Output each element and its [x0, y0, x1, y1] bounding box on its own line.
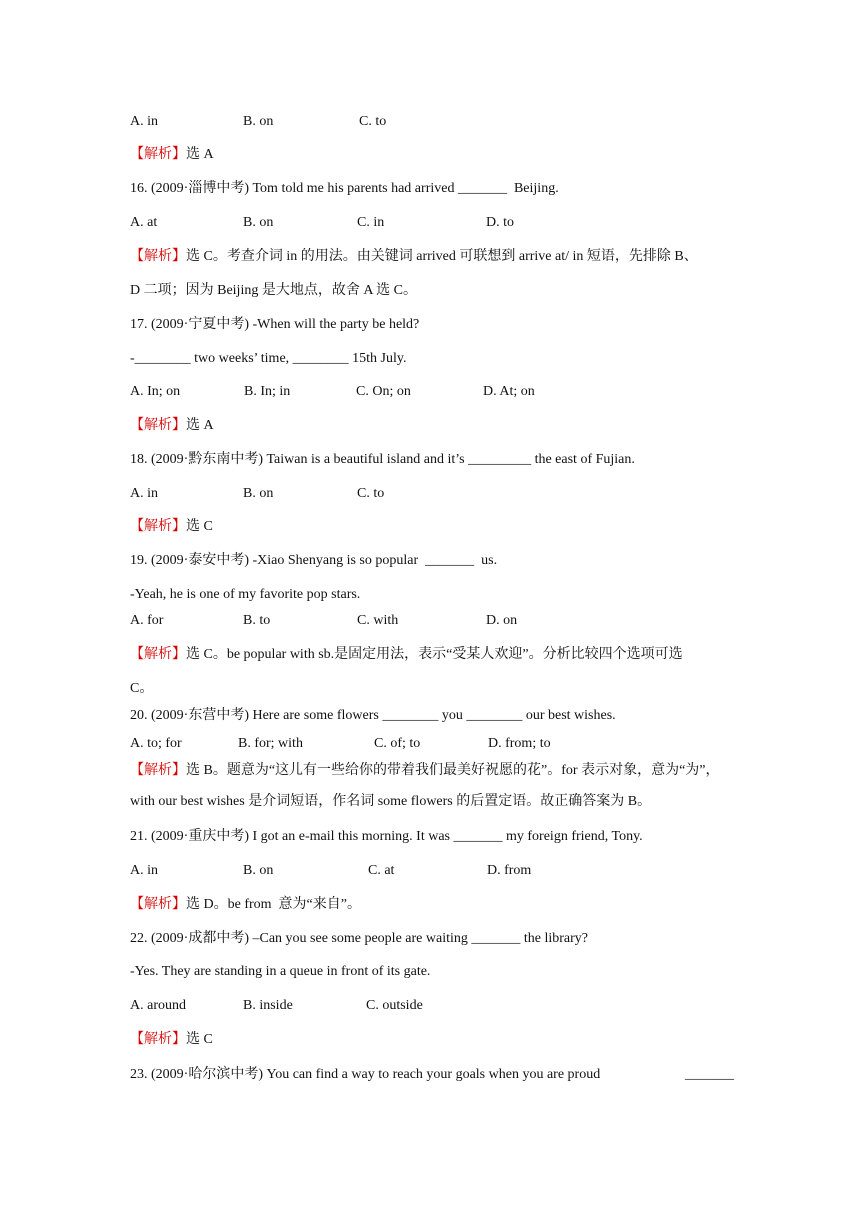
q22-stem: 22. (2009·成都中考) –Can you see some people are waiting _______ the library?	[130, 931, 589, 946]
option-d: D. from; to	[488, 736, 551, 751]
analysis-tag: 【解析】	[130, 897, 186, 912]
option-c: C. to	[359, 114, 387, 129]
q19-reply: -Yeah, he is one of my favorite pop stars.	[130, 587, 361, 602]
option-b: B. In; in	[244, 384, 291, 399]
q19-answer	[130, 646, 683, 664]
analysis-tag: 【解析】	[130, 519, 186, 534]
option-b: B. on	[243, 215, 274, 230]
q17-stem: 17. (2009·宁夏中考) -When will the party be held?	[130, 317, 420, 332]
option-a: A. in	[130, 114, 158, 129]
question-tail: us.	[474, 553, 498, 568]
option-b: B. inside	[243, 998, 293, 1013]
q23-stem	[130, 1066, 734, 1084]
q18-options	[130, 485, 750, 503]
q16-answer	[130, 248, 698, 266]
option-c: C. of; to	[374, 736, 421, 751]
option-d: D. to	[486, 215, 514, 230]
q21-stem: 21. (2009·重庆中考) I got an e-mail this morning. It was _______ my foreign friend, Tony.	[130, 829, 643, 844]
analysis-tag: 【解析】	[130, 147, 186, 162]
answer-blank: _______	[685, 1067, 734, 1082]
question-tail: Beijing.	[506, 181, 559, 196]
option-b: B. to	[243, 613, 271, 628]
q20-answer-cont: with our best wishes 是介词短语，作名词 some flowers 的后置定语。故正确答案为 B。	[130, 794, 652, 809]
q17-answer	[130, 417, 214, 435]
option-a: A. to; for	[130, 736, 182, 751]
answer-text: 选 C	[186, 1032, 213, 1047]
q15-options	[130, 113, 750, 131]
option-b: B. for; with	[238, 736, 303, 751]
q19-answer-cont: C。	[130, 681, 154, 696]
q16-stem	[130, 180, 559, 198]
answer-text: 选 C。be popular with sb.是固定用法，表示“受某人欢迎”。分析比较四个选项可选	[186, 647, 683, 662]
answer-text: 选 B。题意为“这儿有一些给你的带着我们最美好祝愿的花”。for 表示对象，意为“为”，	[186, 763, 720, 778]
answer-text: 选 C。考查介词 in 的用法。由关键词 arrived 可联想到 arrive at/ in 短语，先排除 B、	[186, 249, 698, 264]
option-a: A. around	[130, 998, 186, 1013]
question-text: 19. (2009·泰安中考) -Xiao Shenyang is so popular	[130, 553, 426, 568]
option-a: A. in	[130, 486, 158, 501]
q20-options	[130, 735, 750, 753]
answer-blank: _______	[425, 553, 475, 568]
option-a: A. at	[130, 215, 158, 230]
analysis-tag: 【解析】	[130, 1032, 186, 1047]
q15-answer	[130, 146, 214, 164]
analysis-tag: 【解析】	[130, 418, 186, 433]
option-d: D. from	[487, 863, 532, 878]
option-a: A. for	[130, 613, 164, 628]
analysis-tag: 【解析】	[130, 647, 186, 662]
option-b: B. on	[243, 863, 274, 878]
option-d: D. At; on	[483, 384, 535, 399]
q17-reply: -________ two weeks’ time, ________ 15th July.	[130, 351, 407, 366]
q21-options	[130, 862, 750, 880]
option-c: C. in	[357, 215, 385, 230]
option-c: C. with	[357, 613, 399, 628]
option-a: A. In; on	[130, 384, 181, 399]
option-c: C. On; on	[356, 384, 411, 399]
q18-stem: 18. (2009·黔东南中考) Taiwan is a beautiful island and it’s _________ the east of Fujian.	[130, 452, 635, 467]
option-d: D. on	[486, 613, 518, 628]
q19-options	[130, 612, 750, 630]
option-c: C. at	[368, 863, 395, 878]
q22-options	[130, 997, 750, 1015]
q18-answer	[130, 518, 213, 536]
q20-stem: 20. (2009·东营中考) Here are some flowers ________ you ________ our best wishes.	[130, 708, 616, 723]
question-text: 16. (2009·淄博中考) Tom told me his parents had arrived	[130, 181, 458, 196]
answer-text: 选 A	[186, 418, 214, 433]
q21-answer	[130, 896, 361, 914]
option-b: B. on	[243, 114, 274, 129]
q22-answer	[130, 1031, 213, 1049]
q20-answer	[130, 762, 720, 780]
answer-blank: _______	[457, 181, 507, 196]
q19-stem	[130, 552, 497, 570]
answer-text: 选 D。be from 意为“来自”。	[186, 897, 361, 912]
option-b: B. on	[243, 486, 274, 501]
answer-text: 选 C	[186, 519, 213, 534]
q17-options	[130, 383, 750, 401]
analysis-tag: 【解析】	[130, 763, 186, 778]
question-text: 23. (2009·哈尔滨中考) You can find a way to reach your goals when you are proud	[130, 1067, 601, 1082]
q22-reply: -Yes. They are standing in a queue in front of its gate.	[130, 964, 431, 979]
analysis-tag: 【解析】	[130, 249, 186, 264]
q16-options	[130, 214, 750, 232]
option-a: A. in	[130, 863, 158, 878]
option-c: C. to	[357, 486, 385, 501]
answer-text: 选 A	[186, 147, 214, 162]
q16-answer-cont: D 二项；因为 Beijing 是大地点，故舍 A 选 C。	[130, 283, 418, 298]
option-c: C. outside	[366, 998, 423, 1013]
